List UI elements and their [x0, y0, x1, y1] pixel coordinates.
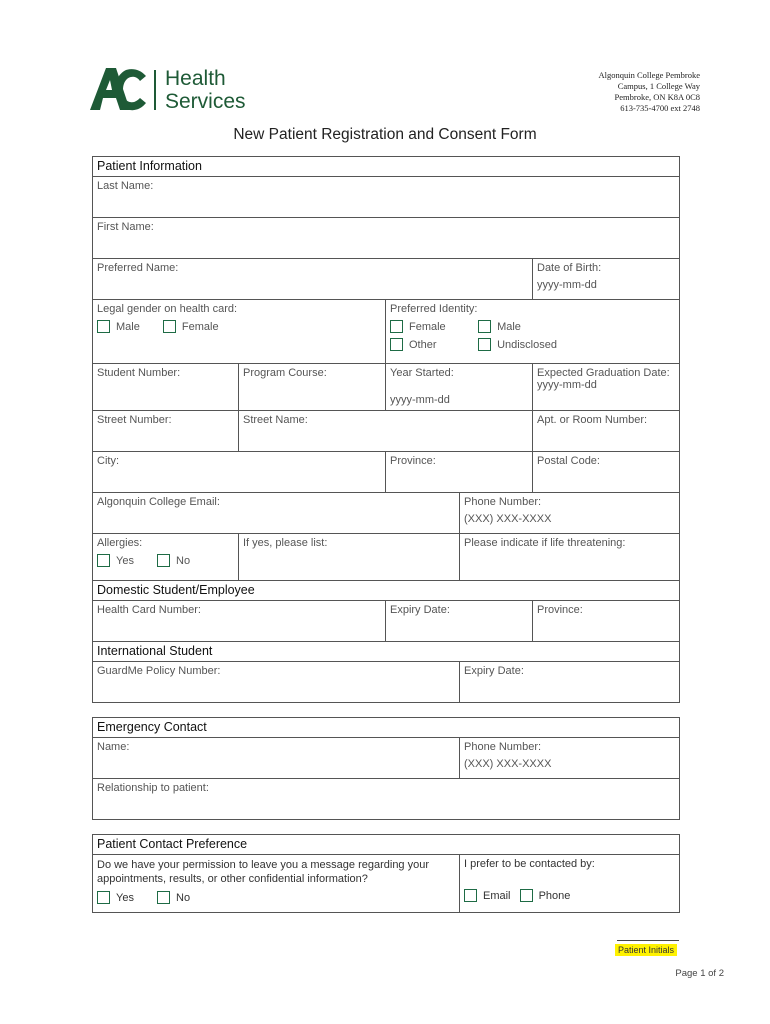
international-section [92, 641, 680, 703]
relationship-field[interactable]: Relationship to patient: [93, 779, 680, 820]
male-checkbox[interactable] [97, 320, 110, 333]
health-card-province-field[interactable]: Province: [533, 601, 680, 642]
year-started-field[interactable]: Year Started: yyyy-mm-dd [386, 364, 533, 411]
apt-field[interactable]: Apt. or Room Number: [533, 411, 680, 452]
emergency-contact-section [92, 717, 680, 820]
street-name-field[interactable]: Street Name: [239, 411, 533, 452]
health-card-expiry-field[interactable]: Expiry Date: [386, 601, 533, 642]
section-header: Emergency Contact [93, 718, 680, 738]
section-header: Domestic Student/Employee [93, 581, 680, 601]
section-header: Patient Information [93, 157, 680, 177]
graduation-date-field[interactable]: Expected Graduation Date: yyyy-mm-dd [533, 364, 680, 411]
guardme-policy-field[interactable]: GuardMe Policy Number: [93, 662, 460, 703]
emergency-phone-field[interactable]: Phone Number: (XXX) XXX-XXXX [460, 738, 680, 779]
first-name-field[interactable]: First Name: [93, 218, 680, 259]
street-number-field[interactable]: Street Number: [93, 411, 239, 452]
section-header: International Student [93, 642, 680, 662]
allergies-yes-checkbox[interactable] [97, 554, 110, 567]
dob-field[interactable]: Date of Birth: yyyy-mm-dd [533, 259, 680, 300]
identity-undisclosed-checkbox[interactable] [478, 338, 491, 351]
message-permission-field: Do we have your permission to leave you a message regarding your appointments, results, or other confidential information? Yes No [93, 855, 460, 913]
contact-email-checkbox[interactable] [464, 889, 477, 902]
identity-female-checkbox[interactable] [390, 320, 403, 333]
page-number: Page 1 of 2 [675, 968, 724, 979]
preferred-identity-field: Preferred Identity: Female Male Other Undisclosed [386, 300, 680, 364]
permission-no-checkbox[interactable] [157, 891, 170, 904]
allergies-field: Allergies: Yes No [93, 534, 239, 581]
last-name-field[interactable]: Last Name: [93, 177, 680, 218]
patient-initials-field[interactable]: Patient Initials [615, 944, 677, 956]
contact-phone-checkbox[interactable] [520, 889, 533, 902]
college-address: Algonquin College Pembroke Campus, 1 College Way Pembroke, ON K8A 0C8 613-735-4700 ext 2748 [598, 70, 700, 113]
initials-line [617, 940, 679, 941]
emergency-name-field[interactable]: Name: [93, 738, 460, 779]
guardme-expiry-field[interactable]: Expiry Date: [460, 662, 680, 703]
domestic-section [92, 580, 680, 642]
identity-other-checkbox[interactable] [390, 338, 403, 351]
postal-code-field[interactable]: Postal Code: [533, 452, 680, 493]
patient-information-section [92, 156, 680, 581]
contact-method-field: I prefer to be contacted by: Email Phone [460, 855, 680, 913]
contact-preference-section [92, 834, 680, 913]
legal-gender-field: Legal gender on health card: Male Female [93, 300, 386, 364]
section-header: Patient Contact Preference [93, 835, 680, 855]
female-checkbox[interactable] [163, 320, 176, 333]
email-field[interactable]: Algonquin College Email: [93, 493, 460, 534]
preferred-name-field[interactable]: Preferred Name: [93, 259, 533, 300]
phone-field[interactable]: Phone Number: (XXX) XXX-XXXX [460, 493, 680, 534]
allergies-list-field[interactable]: If yes, please list: [239, 534, 460, 581]
permission-yes-checkbox[interactable] [97, 891, 110, 904]
ac-logo [90, 66, 148, 112]
city-field[interactable]: City: [93, 452, 386, 493]
allergies-no-checkbox[interactable] [157, 554, 170, 567]
logo-text: Health Services [165, 67, 246, 113]
form-title: New Patient Registration and Consent Form [233, 126, 537, 143]
health-card-field[interactable]: Health Card Number: [93, 601, 386, 642]
program-course-field[interactable]: Program Course: [239, 364, 386, 411]
logo-divider [154, 70, 156, 110]
student-number-field[interactable]: Student Number: [93, 364, 239, 411]
life-threatening-field[interactable]: Please indicate if life threatening: [460, 534, 680, 581]
province-field[interactable]: Province: [386, 452, 533, 493]
identity-male-checkbox[interactable] [478, 320, 491, 333]
